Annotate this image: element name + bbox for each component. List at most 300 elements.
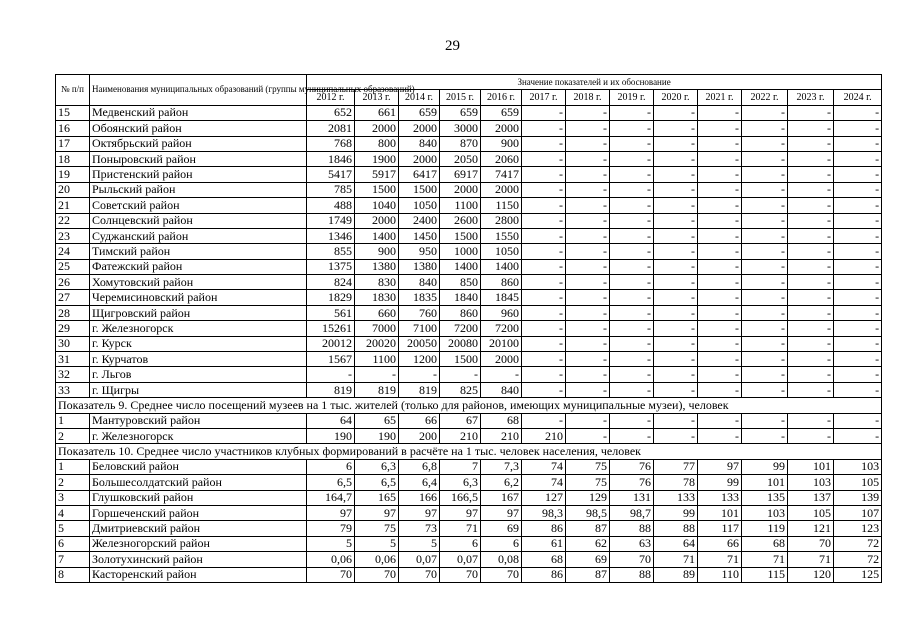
value-cell: 70 bbox=[788, 536, 834, 551]
value-cell: - bbox=[566, 182, 610, 197]
value-cell: - bbox=[788, 352, 834, 367]
value-cell: - bbox=[742, 321, 788, 336]
value-cell: 165 bbox=[355, 490, 399, 505]
value-cell: - bbox=[307, 367, 355, 382]
value-cell: 900 bbox=[355, 244, 399, 259]
value-cell: 70 bbox=[440, 567, 481, 582]
value-cell: 190 bbox=[307, 428, 355, 443]
value-cell: 88 bbox=[654, 521, 698, 536]
row-number: 4 bbox=[56, 505, 90, 520]
header-values-group: Значение показателей и их обоснование bbox=[307, 75, 882, 90]
value-cell: - bbox=[654, 382, 698, 397]
table-row bbox=[56, 321, 882, 336]
value-cell: - bbox=[654, 428, 698, 443]
value-cell: - bbox=[610, 382, 654, 397]
row-number: 2 bbox=[56, 428, 90, 443]
value-cell: 2000 bbox=[481, 352, 522, 367]
section-row bbox=[56, 398, 882, 413]
value-cell: 6917 bbox=[440, 167, 481, 182]
table-row bbox=[56, 536, 882, 551]
value-cell: - bbox=[610, 428, 654, 443]
value-cell: - bbox=[566, 305, 610, 320]
value-cell: 20080 bbox=[440, 336, 481, 351]
value-cell: 6,4 bbox=[399, 475, 440, 490]
value-cell: 1040 bbox=[355, 198, 399, 213]
value-cell: 6,8 bbox=[399, 459, 440, 474]
value-cell: - bbox=[522, 198, 566, 213]
value-cell: 103 bbox=[742, 505, 788, 520]
value-cell: - bbox=[522, 352, 566, 367]
value-cell: 20020 bbox=[355, 336, 399, 351]
value-cell: - bbox=[742, 121, 788, 136]
value-cell: 819 bbox=[355, 382, 399, 397]
value-cell: - bbox=[654, 275, 698, 290]
value-cell: - bbox=[834, 336, 882, 351]
value-cell: 99 bbox=[654, 505, 698, 520]
value-cell: - bbox=[698, 121, 742, 136]
value-cell: - bbox=[742, 336, 788, 351]
value-cell: - bbox=[566, 151, 610, 166]
value-cell: - bbox=[742, 413, 788, 428]
value-cell: 1550 bbox=[481, 228, 522, 243]
value-cell: 2000 bbox=[481, 121, 522, 136]
value-cell: - bbox=[654, 259, 698, 274]
value-cell: 1500 bbox=[440, 352, 481, 367]
value-cell: 105 bbox=[788, 505, 834, 520]
value-cell: - bbox=[522, 105, 566, 120]
value-cell: - bbox=[698, 228, 742, 243]
table-row bbox=[56, 552, 882, 567]
value-cell: - bbox=[834, 275, 882, 290]
value-cell: - bbox=[522, 290, 566, 305]
value-cell: 67 bbox=[440, 413, 481, 428]
municipality-name: Дмитриевский район bbox=[90, 521, 307, 536]
value-cell: 20012 bbox=[307, 336, 355, 351]
section-row bbox=[56, 444, 882, 459]
value-cell: - bbox=[522, 182, 566, 197]
header-year: 2019 г. bbox=[610, 90, 654, 105]
municipality-name: Пристенский район bbox=[90, 167, 307, 182]
value-cell: 768 bbox=[307, 136, 355, 151]
value-cell: - bbox=[566, 259, 610, 274]
value-cell: - bbox=[440, 367, 481, 382]
value-cell: 105 bbox=[834, 475, 882, 490]
value-cell: - bbox=[654, 198, 698, 213]
value-cell: 2050 bbox=[440, 151, 481, 166]
value-cell: 2600 bbox=[440, 213, 481, 228]
value-cell: - bbox=[698, 198, 742, 213]
value-cell: 1400 bbox=[440, 259, 481, 274]
value-cell: - bbox=[834, 228, 882, 243]
value-cell: 830 bbox=[355, 275, 399, 290]
value-cell: - bbox=[610, 136, 654, 151]
value-cell: 119 bbox=[742, 521, 788, 536]
value-cell: - bbox=[788, 213, 834, 228]
value-cell: 103 bbox=[788, 475, 834, 490]
table-row bbox=[56, 167, 882, 182]
table-row bbox=[56, 213, 882, 228]
value-cell: 107 bbox=[834, 505, 882, 520]
value-cell: - bbox=[788, 275, 834, 290]
indicator-table bbox=[55, 74, 882, 583]
value-cell: - bbox=[522, 121, 566, 136]
value-cell: - bbox=[742, 259, 788, 274]
municipality-name: Обоянский район bbox=[90, 121, 307, 136]
value-cell: 15261 bbox=[307, 321, 355, 336]
value-cell: 69 bbox=[481, 521, 522, 536]
value-cell: 72 bbox=[834, 536, 882, 551]
value-cell: 1840 bbox=[440, 290, 481, 305]
value-cell: - bbox=[654, 321, 698, 336]
value-cell: 1749 bbox=[307, 213, 355, 228]
value-cell: 659 bbox=[440, 105, 481, 120]
table-row bbox=[56, 198, 882, 213]
table-row bbox=[56, 459, 882, 474]
value-cell: 6 bbox=[440, 536, 481, 551]
value-cell: 1346 bbox=[307, 228, 355, 243]
value-cell: - bbox=[698, 336, 742, 351]
value-cell: - bbox=[522, 213, 566, 228]
value-cell: - bbox=[698, 352, 742, 367]
value-cell: 77 bbox=[654, 459, 698, 474]
value-cell: - bbox=[654, 413, 698, 428]
value-cell: 71 bbox=[742, 552, 788, 567]
value-cell: 1829 bbox=[307, 290, 355, 305]
value-cell: - bbox=[481, 367, 522, 382]
value-cell: 121 bbox=[788, 521, 834, 536]
value-cell: - bbox=[698, 413, 742, 428]
value-cell: 98,5 bbox=[566, 505, 610, 520]
table-row bbox=[56, 136, 882, 151]
value-cell: - bbox=[742, 213, 788, 228]
value-cell: 1150 bbox=[481, 198, 522, 213]
value-cell: 3000 bbox=[440, 121, 481, 136]
value-cell: - bbox=[610, 213, 654, 228]
value-cell: 133 bbox=[698, 490, 742, 505]
municipality-name: Поныровский район bbox=[90, 151, 307, 166]
value-cell: - bbox=[742, 275, 788, 290]
value-cell: 5917 bbox=[355, 167, 399, 182]
value-cell: - bbox=[834, 305, 882, 320]
table-row bbox=[56, 182, 882, 197]
value-cell: 659 bbox=[481, 105, 522, 120]
value-cell: - bbox=[654, 336, 698, 351]
row-number: 28 bbox=[56, 305, 90, 320]
value-cell: 164,7 bbox=[307, 490, 355, 505]
value-cell: - bbox=[522, 382, 566, 397]
value-cell: 2000 bbox=[355, 121, 399, 136]
municipality-name: Золотухинский район bbox=[90, 552, 307, 567]
value-cell: - bbox=[610, 321, 654, 336]
value-cell: 97 bbox=[307, 505, 355, 520]
value-cell: 127 bbox=[522, 490, 566, 505]
value-cell: - bbox=[566, 321, 610, 336]
value-cell: - bbox=[566, 121, 610, 136]
value-cell: 824 bbox=[307, 275, 355, 290]
municipality-name: Железногорский район bbox=[90, 536, 307, 551]
value-cell: - bbox=[834, 213, 882, 228]
value-cell: - bbox=[566, 244, 610, 259]
value-cell: - bbox=[610, 352, 654, 367]
value-cell: - bbox=[698, 382, 742, 397]
table-row bbox=[56, 244, 882, 259]
value-cell: 1100 bbox=[440, 198, 481, 213]
value-cell: - bbox=[742, 198, 788, 213]
value-cell: 825 bbox=[440, 382, 481, 397]
value-cell: 75 bbox=[355, 521, 399, 536]
value-cell: - bbox=[654, 121, 698, 136]
value-cell: 68 bbox=[742, 536, 788, 551]
header-year: 2014 г. bbox=[399, 90, 440, 105]
value-cell: 7200 bbox=[440, 321, 481, 336]
value-cell: 1200 bbox=[399, 352, 440, 367]
value-cell: 2400 bbox=[399, 213, 440, 228]
municipality-name: Черемисиновский район bbox=[90, 290, 307, 305]
value-cell: 2060 bbox=[481, 151, 522, 166]
header-year: 2017 г. bbox=[522, 90, 566, 105]
header-year: 2021 г. bbox=[698, 90, 742, 105]
value-cell: 71 bbox=[440, 521, 481, 536]
value-cell: - bbox=[522, 321, 566, 336]
value-cell: - bbox=[834, 382, 882, 397]
value-cell: 63 bbox=[610, 536, 654, 551]
row-number: 16 bbox=[56, 121, 90, 136]
table-row bbox=[56, 228, 882, 243]
value-cell: - bbox=[698, 151, 742, 166]
value-cell: - bbox=[742, 352, 788, 367]
header-name: Наименования муниципальных образований (группы муниципальных образований) bbox=[90, 75, 307, 106]
header-year: 2016 г. bbox=[481, 90, 522, 105]
value-cell: 0,07 bbox=[440, 552, 481, 567]
value-cell: - bbox=[522, 259, 566, 274]
value-cell: - bbox=[834, 244, 882, 259]
value-cell: - bbox=[522, 151, 566, 166]
table-row bbox=[56, 305, 882, 320]
value-cell: - bbox=[610, 367, 654, 382]
value-cell: - bbox=[654, 182, 698, 197]
value-cell: 5 bbox=[355, 536, 399, 551]
value-cell: 210 bbox=[522, 428, 566, 443]
row-number: 31 bbox=[56, 352, 90, 367]
value-cell: - bbox=[698, 136, 742, 151]
header-year: 2015 г. bbox=[440, 90, 481, 105]
value-cell: 860 bbox=[440, 305, 481, 320]
value-cell: 1845 bbox=[481, 290, 522, 305]
value-cell: - bbox=[742, 105, 788, 120]
value-cell: - bbox=[742, 182, 788, 197]
value-cell: 0,08 bbox=[481, 552, 522, 567]
municipality-name: Большесолдатский район bbox=[90, 475, 307, 490]
value-cell: - bbox=[788, 151, 834, 166]
value-cell: - bbox=[522, 367, 566, 382]
value-cell: 71 bbox=[654, 552, 698, 567]
value-cell: - bbox=[788, 167, 834, 182]
value-cell: 652 bbox=[307, 105, 355, 120]
value-cell: 6417 bbox=[399, 167, 440, 182]
municipality-name: Советский район bbox=[90, 198, 307, 213]
row-number: 29 bbox=[56, 321, 90, 336]
table-row bbox=[56, 105, 882, 120]
value-cell: 900 bbox=[481, 136, 522, 151]
row-number: 8 bbox=[56, 567, 90, 582]
table-row bbox=[56, 567, 882, 582]
value-cell: 166 bbox=[399, 490, 440, 505]
table-row bbox=[56, 505, 882, 520]
value-cell: 561 bbox=[307, 305, 355, 320]
value-cell: 20100 bbox=[481, 336, 522, 351]
value-cell: - bbox=[654, 228, 698, 243]
value-cell: 1000 bbox=[440, 244, 481, 259]
value-cell: - bbox=[566, 167, 610, 182]
value-cell: - bbox=[522, 136, 566, 151]
value-cell: 71 bbox=[698, 552, 742, 567]
table-row bbox=[56, 151, 882, 166]
value-cell: - bbox=[566, 428, 610, 443]
row-number: 19 bbox=[56, 167, 90, 182]
value-cell: - bbox=[610, 151, 654, 166]
header-year: 2018 г. bbox=[566, 90, 610, 105]
section-title: Показатель 9. Среднее число посещений музеев на 1 тыс. жителей (только для районов, имеющих муниципальные музеи), человек bbox=[56, 398, 882, 413]
value-cell: - bbox=[742, 382, 788, 397]
value-cell: 840 bbox=[481, 382, 522, 397]
value-cell: - bbox=[834, 413, 882, 428]
value-cell: 1400 bbox=[355, 228, 399, 243]
value-cell: 68 bbox=[522, 552, 566, 567]
value-cell: 5 bbox=[399, 536, 440, 551]
value-cell: 2081 bbox=[307, 121, 355, 136]
value-cell: - bbox=[566, 198, 610, 213]
value-cell: 117 bbox=[698, 521, 742, 536]
value-cell: - bbox=[610, 336, 654, 351]
value-cell: - bbox=[698, 182, 742, 197]
value-cell: 1500 bbox=[399, 182, 440, 197]
value-cell: 75 bbox=[566, 475, 610, 490]
value-cell: 70 bbox=[355, 567, 399, 582]
municipality-name: Рыльский район bbox=[90, 182, 307, 197]
value-cell: 137 bbox=[788, 490, 834, 505]
value-cell: 97 bbox=[698, 459, 742, 474]
row-number: 24 bbox=[56, 244, 90, 259]
value-cell: - bbox=[834, 167, 882, 182]
value-cell: - bbox=[522, 167, 566, 182]
value-cell: - bbox=[742, 428, 788, 443]
table-row bbox=[56, 259, 882, 274]
value-cell: 7 bbox=[440, 459, 481, 474]
value-cell: 840 bbox=[399, 136, 440, 151]
value-cell: - bbox=[566, 136, 610, 151]
value-cell: 6 bbox=[481, 536, 522, 551]
value-cell: 488 bbox=[307, 198, 355, 213]
value-cell: 1500 bbox=[355, 182, 399, 197]
value-cell: 139 bbox=[834, 490, 882, 505]
table-row bbox=[56, 352, 882, 367]
value-cell: 61 bbox=[522, 536, 566, 551]
value-cell: - bbox=[698, 275, 742, 290]
value-cell: 1500 bbox=[440, 228, 481, 243]
value-cell: - bbox=[610, 228, 654, 243]
value-cell: 64 bbox=[654, 536, 698, 551]
value-cell: 2000 bbox=[399, 151, 440, 166]
value-cell: 210 bbox=[481, 428, 522, 443]
value-cell: 870 bbox=[440, 136, 481, 151]
value-cell: 89 bbox=[654, 567, 698, 582]
value-cell: - bbox=[788, 321, 834, 336]
value-cell: 0,06 bbox=[307, 552, 355, 567]
value-cell: 960 bbox=[481, 305, 522, 320]
value-cell: 68 bbox=[481, 413, 522, 428]
value-cell: 2000 bbox=[481, 182, 522, 197]
value-cell: 855 bbox=[307, 244, 355, 259]
value-cell: - bbox=[654, 352, 698, 367]
value-cell: - bbox=[698, 367, 742, 382]
value-cell: 1400 bbox=[481, 259, 522, 274]
value-cell: 661 bbox=[355, 105, 399, 120]
value-cell: 1567 bbox=[307, 352, 355, 367]
value-cell: 101 bbox=[742, 475, 788, 490]
value-cell: 7417 bbox=[481, 167, 522, 182]
value-cell: 98,3 bbox=[522, 505, 566, 520]
value-cell: - bbox=[698, 305, 742, 320]
municipality-name: Горшеченский район bbox=[90, 505, 307, 520]
table-row bbox=[56, 475, 882, 490]
municipality-name: Тимский район bbox=[90, 244, 307, 259]
value-cell: - bbox=[698, 244, 742, 259]
value-cell: - bbox=[742, 167, 788, 182]
value-cell: - bbox=[566, 382, 610, 397]
value-cell: 99 bbox=[742, 459, 788, 474]
value-cell: - bbox=[654, 151, 698, 166]
page-number: 29 bbox=[445, 38, 460, 54]
municipality-name: Медвенский район bbox=[90, 105, 307, 120]
value-cell: 99 bbox=[698, 475, 742, 490]
value-cell: 97 bbox=[355, 505, 399, 520]
value-cell: 0,07 bbox=[399, 552, 440, 567]
header-year: 2020 г. bbox=[654, 90, 698, 105]
value-cell: 840 bbox=[399, 275, 440, 290]
value-cell: 660 bbox=[355, 305, 399, 320]
value-cell: - bbox=[610, 105, 654, 120]
value-cell: 20050 bbox=[399, 336, 440, 351]
municipality-name: Хомутовский район bbox=[90, 275, 307, 290]
value-cell: - bbox=[788, 105, 834, 120]
row-number: 23 bbox=[56, 228, 90, 243]
value-cell: - bbox=[788, 244, 834, 259]
value-cell: 133 bbox=[654, 490, 698, 505]
value-cell: - bbox=[834, 182, 882, 197]
value-cell: - bbox=[610, 121, 654, 136]
value-cell: - bbox=[610, 167, 654, 182]
value-cell: 6,3 bbox=[440, 475, 481, 490]
value-cell: - bbox=[742, 151, 788, 166]
municipality-name: г. Щигры bbox=[90, 382, 307, 397]
value-cell: - bbox=[610, 290, 654, 305]
value-cell: - bbox=[522, 413, 566, 428]
value-cell: - bbox=[834, 352, 882, 367]
value-cell: 2800 bbox=[481, 213, 522, 228]
value-cell: - bbox=[698, 428, 742, 443]
value-cell: 98,7 bbox=[610, 505, 654, 520]
value-cell: 1380 bbox=[399, 259, 440, 274]
row-number: 21 bbox=[56, 198, 90, 213]
table-row bbox=[56, 521, 882, 536]
value-cell: 1375 bbox=[307, 259, 355, 274]
value-cell: 110 bbox=[698, 567, 742, 582]
table-row bbox=[56, 413, 882, 428]
value-cell: 135 bbox=[742, 490, 788, 505]
value-cell: - bbox=[788, 198, 834, 213]
value-cell: 97 bbox=[399, 505, 440, 520]
value-cell: 1450 bbox=[399, 228, 440, 243]
